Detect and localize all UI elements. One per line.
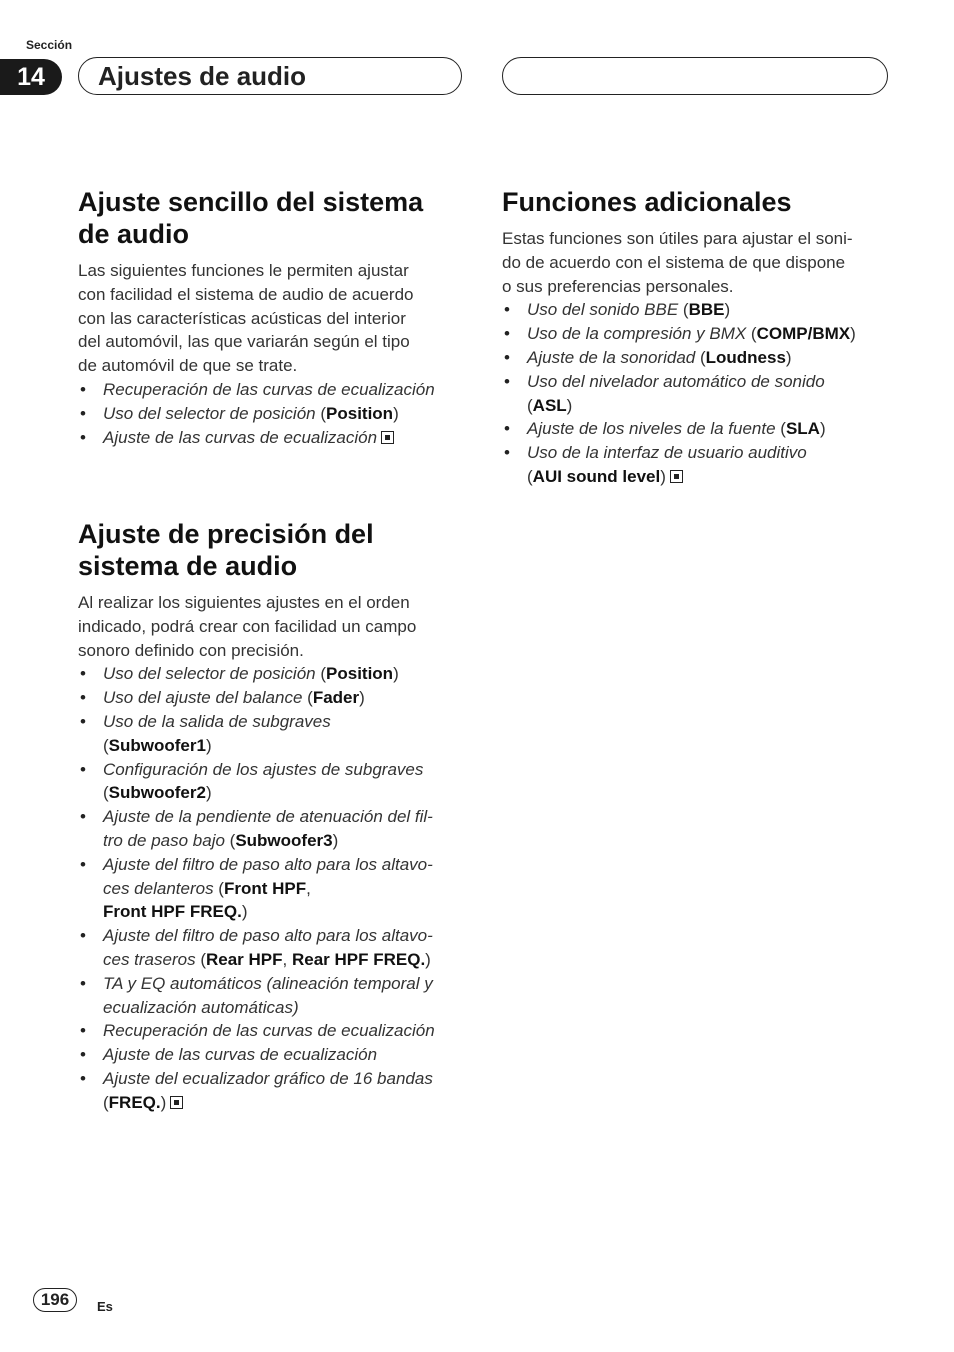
- intro-paragraph: Al realizar los siguientes ajustes en el orden indicado, podrá crear con facilidad un campo sonoro definido con precisión.: [78, 593, 417, 660]
- section-precise-audio-adjust: [78, 518, 458, 1115]
- list-item: • Uso de la interfaz de usuario auditivo (AUI sound level): [502, 441, 888, 489]
- list-item: • Ajuste de la pendiente de atenuación del fil- tro de paso bajo (Subwoofer3): [78, 805, 458, 853]
- intro-paragraph: Las siguientes funciones le permiten ajustar con facilidad el sistema de audio de acuerdo con las características acústicas del interior del automóvil, las que variarán según el tipo de automóvil de que se trate.: [78, 261, 414, 376]
- list-item: • Configuración de los ajustes de subgraves (Subwoofer2): [78, 758, 458, 806]
- list-item: • Ajuste de las curvas de ecualización: [78, 1043, 458, 1067]
- heading-precise-audio-adjust: Ajuste de precisión del sistema de audio: [78, 519, 374, 581]
- adjustment-list: [78, 662, 458, 1114]
- section-additional-functions: [502, 186, 888, 489]
- list-item: • Uso del sonido BBE (BBE): [502, 298, 888, 322]
- end-of-section-icon: [381, 431, 394, 444]
- list-item: • Uso de la compresión y BMX (COMP/BMX): [502, 322, 888, 346]
- section-label: Sección: [26, 38, 73, 52]
- list-item: • Ajuste de las curvas de ecualización: [78, 426, 458, 450]
- list-item: • Ajuste de la sonoridad (Loudness): [502, 346, 888, 370]
- list-item: • Recuperación de las curvas de ecualización: [78, 378, 458, 402]
- heading-quick-audio-adjust: Ajuste sencillo del sistema de audio: [78, 187, 424, 249]
- language-code: Es: [97, 1299, 113, 1314]
- list-item: • TA y EQ automáticos (alineación temporal y ecualización automáticas): [78, 972, 458, 1020]
- header-right-frame: [502, 57, 888, 95]
- list-item: • Recuperación de las curvas de ecualización: [78, 1019, 458, 1043]
- list-item: • Uso del selector de posición (Position): [78, 662, 458, 686]
- end-of-section-icon: [670, 470, 683, 483]
- intro-paragraph: Estas funciones son útiles para ajustar el soni- do de acuerdo con el sistema de que dispone o sus preferencias personales.: [502, 229, 853, 296]
- list-item: • Ajuste del ecualizador gráfico de 16 bandas (FREQ.): [78, 1067, 458, 1115]
- function-list: [502, 298, 888, 488]
- list-item: • Ajuste del filtro de paso alto para los altavo- ces traseros (Rear HPF, Rear HPF FREQ.): [78, 924, 458, 972]
- heading-additional-functions: Funciones adicionales: [502, 187, 792, 217]
- function-list: [78, 378, 458, 449]
- list-item: • Uso del ajuste del balance (Fader): [78, 686, 458, 710]
- list-item: • Uso del selector de posición (Position): [78, 402, 458, 426]
- list-item: • Uso del nivelador automático de sonido (ASL): [502, 370, 888, 418]
- section-title: Ajustes de audio: [98, 61, 307, 91]
- section-quick-audio-adjust: [78, 186, 458, 449]
- list-item: • Ajuste del filtro de paso alto para los altavo- ces delanteros (Front HPF, Front HPF FREQ.): [78, 853, 458, 924]
- end-of-section-icon: [170, 1096, 183, 1109]
- section-number-tab: 14: [0, 59, 62, 95]
- list-item: • Ajuste de los niveles de la fuente (SLA): [502, 417, 888, 441]
- list-item: • Uso de la salida de subgraves (Subwoofer1): [78, 710, 458, 758]
- page-number: 196: [33, 1288, 77, 1312]
